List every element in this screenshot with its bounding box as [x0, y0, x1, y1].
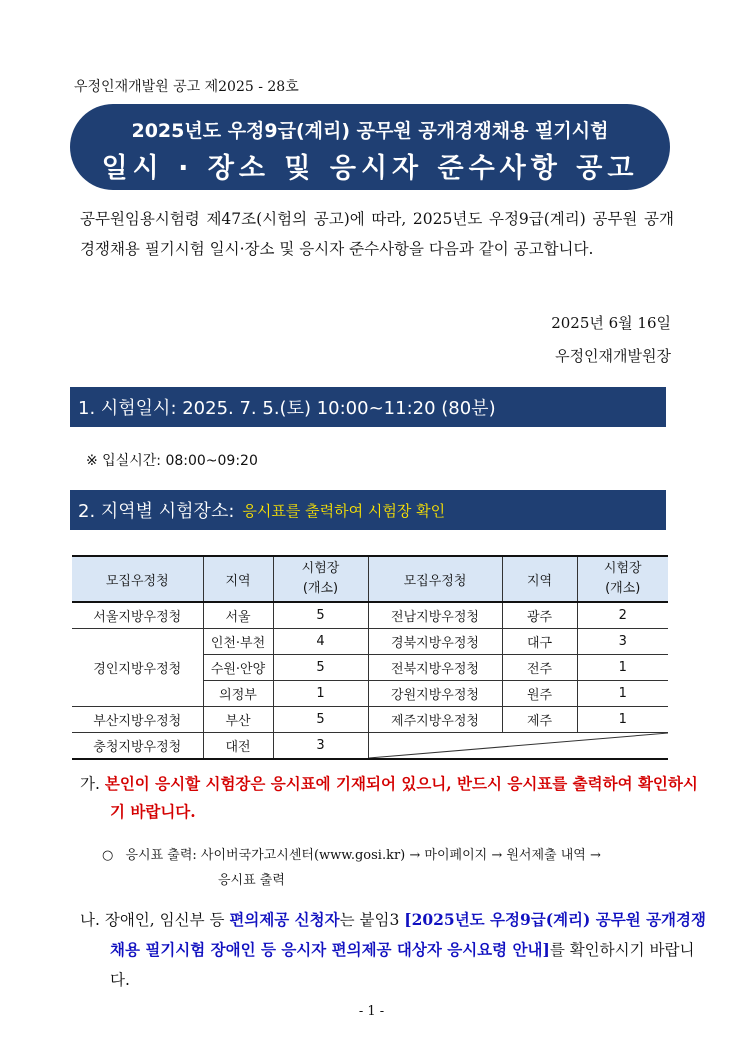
region-cell: 광주	[502, 602, 577, 629]
item-ga-marker: 가.	[80, 775, 100, 793]
header-office: 모집우정청	[72, 556, 203, 602]
region-cell: 서울	[203, 602, 273, 629]
region-cell: 의정부	[203, 681, 273, 707]
table-row	[72, 733, 668, 760]
entry-time: ※ 입실시간: 08:00~09:20	[86, 453, 258, 469]
count-cell: 1	[577, 681, 668, 707]
office-cell: 제주지방우정청	[368, 707, 502, 733]
office-cell: 강원지방우정청	[368, 681, 502, 707]
item-na-text-3: 를 확인하시기 바랍니다.	[110, 941, 695, 989]
empty-diagonal-cell	[368, 733, 668, 760]
table-row	[72, 602, 668, 629]
diagonal-line	[369, 733, 669, 758]
count-cell: 5	[273, 602, 368, 629]
print-line-1: 응시표 출력: 사이버국가고시센터(www.gosi.kr) → 마이페이지 → 원서제출 내역 →	[125, 848, 601, 863]
region-cell: 부산	[203, 707, 273, 733]
header-count: 시험장 (개소)	[273, 556, 368, 602]
item-print-instructions	[102, 843, 682, 893]
issuer: 우정인재개발원장	[555, 347, 671, 365]
count-cell: 3	[273, 733, 368, 760]
print-line-2: 응시표 출력	[218, 873, 285, 888]
region-cell: 제주	[502, 707, 577, 733]
item-na-bold-2: [2025년도 우정9급(계리) 공무원 공개경쟁채용 필기시험 장애인 등 응시자 편의제공 대상자 응시요령 안내]	[110, 910, 706, 959]
region-cell: 인천·부천	[203, 629, 273, 655]
header-count-2: 시험장 (개소)	[577, 556, 668, 602]
item-na-text-1: 장애인, 임신부 등	[104, 911, 230, 929]
item-na-text-2: 는 붙임3	[339, 911, 405, 929]
office-cell: 부산지방우정청	[72, 707, 203, 733]
table-row	[72, 707, 668, 733]
count-cell: 5	[273, 655, 368, 681]
section-2-title: 2. 지역별 시험장소:	[78, 501, 235, 522]
office-cell: 경인지방우정청	[72, 629, 203, 707]
region-cell: 원주	[502, 681, 577, 707]
region-cell: 전주	[502, 655, 577, 681]
count-cell: 3	[577, 629, 668, 655]
header-office-2: 모집우정청	[368, 556, 502, 602]
region-cell: 대전	[203, 733, 273, 760]
count-cell: 1	[577, 655, 668, 681]
office-cell: 충청지방우정청	[72, 733, 203, 760]
region-cell: 대구	[502, 629, 577, 655]
office-cell: 경북지방우정청	[368, 629, 502, 655]
notice-number: 우정인재개발원 공고 제2025 - 28호	[74, 79, 299, 95]
count-cell: 4	[273, 629, 368, 655]
table-header-row	[72, 556, 668, 602]
office-cell: 전남지방우정청	[368, 602, 502, 629]
title-banner	[70, 104, 670, 190]
section-1-header	[70, 387, 666, 427]
region-cell: 수원·안양	[203, 655, 273, 681]
page-number: - 1 -	[358, 1004, 385, 1019]
item-na-marker: 나.	[80, 911, 100, 929]
count-cell: 1	[273, 681, 368, 707]
announcement-date: 2025년 6월 16일	[551, 314, 671, 332]
intro-paragraph: 공무원임용시험령 제47조(시험의 공고)에 따라, 2025년도 우정9급(계리) 공무원 공개경쟁채용 필기시험 일시·장소 및 응시자 준수사항을 다음과 같이 공고합니다.	[80, 210, 674, 258]
item-ga	[80, 770, 710, 826]
item-ga-text: 본인이 응시할 시험장은 응시표에 기재되어 있으니, 반드시 응시표를 출력하여 확인하시기 바랍니다.	[104, 774, 698, 821]
count-cell: 1	[577, 707, 668, 733]
office-cell: 서울지방우정청	[72, 602, 203, 629]
venue-table	[72, 555, 668, 760]
section-2-header	[70, 490, 666, 530]
table-row	[72, 629, 668, 655]
count-cell: 5	[273, 707, 368, 733]
title-line-2: 일시 · 장소 및 응시자 준수사항 공고	[101, 153, 639, 184]
title-line-1: 2025년도 우정9급(계리) 공무원 공개경쟁채용 필기시험	[131, 120, 609, 142]
count-cell: 2	[577, 602, 668, 629]
header-region-2: 지역	[502, 556, 577, 602]
item-na	[80, 905, 710, 995]
section-2-highlight: 응시표를 출력하여 시험장 확인	[242, 501, 446, 520]
section-1-title: 1. 시험일시: 2025. 7. 5.(토) 10:00~11:20 (80분)	[78, 398, 496, 419]
header-region: 지역	[203, 556, 273, 602]
office-cell: 전북지방우정청	[368, 655, 502, 681]
circle-bullet-icon: ○	[102, 848, 114, 863]
item-na-bold-1: 편의제공 신청자	[229, 910, 340, 929]
